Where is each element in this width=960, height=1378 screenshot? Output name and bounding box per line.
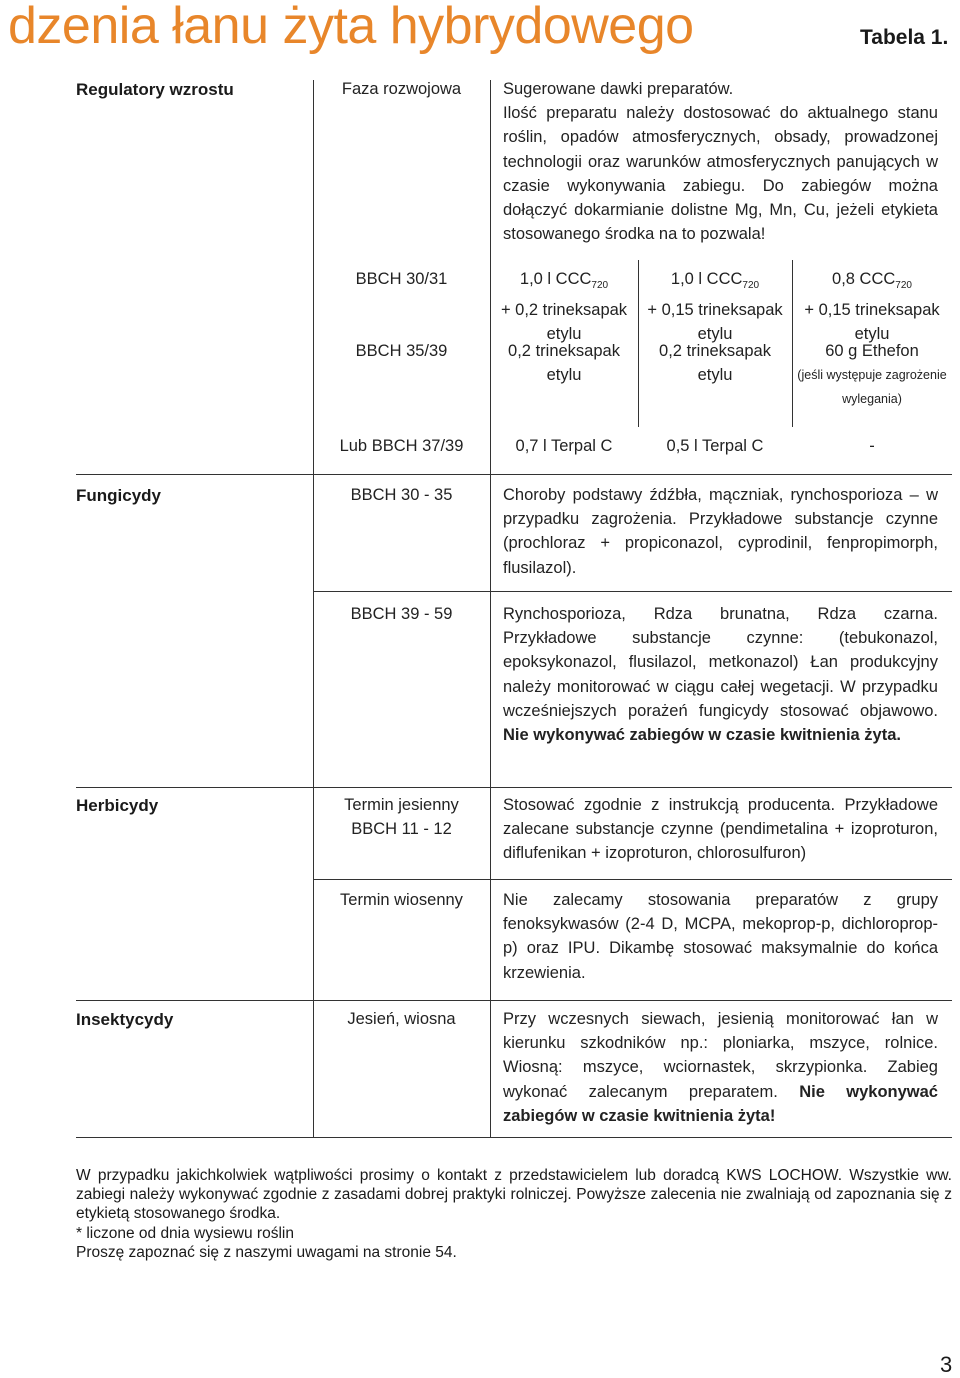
section-label-insektycydy: Insektycydy bbox=[76, 1010, 174, 1029]
phase-bbch-37-39: Lub BBCH 37/39 bbox=[339, 437, 464, 455]
desc-paragraph: Ilość preparatu należy dostosować do aktualnego stanu roślin, opadów atmosferycznych, obsady, prowadzonej technologii oraz warunków atmosferycznych panujących w czasie wykonywania zabiegu. Do zabiegów można dołączyć dokarmianie dolistne Mg, Mn, Cu, jeżeli etykieta stosowanego środka na to pozwala! bbox=[503, 104, 938, 244]
herbicydy-description-2: Nie zalecamy stosowania preparatów z grupy fenoksykwasów (2-4 D, MCPA, mekoprop-p, dichloroprop-p) oraz IPU. Dikambę stosować maksymalnie do końca krzewienia. bbox=[503, 891, 938, 982]
dose-cell: 60 g Ethefon (jeśli występuje zagrożenie wylegania) bbox=[797, 342, 947, 407]
dose-cell: 1,0 l $CCC_{720}$ + 0,15 trineksapak etylu bbox=[647, 270, 783, 344]
footer-footnote: * liczone od dnia wysiewu roślin bbox=[76, 1224, 294, 1242]
section-label-fungicydy: Fungicydy bbox=[76, 486, 162, 505]
warning-text: Nie wykonywać zabiegów w czasie kwitnienia żyta! bbox=[503, 1082, 938, 1125]
row-divider bbox=[76, 1137, 952, 1138]
herbicydy-description-1: Stosować zgodnie z instrukcją producenta. Przykładowe zalecane substancje czynne (pendimetalina + izoproturon, diflufenikan + izoproturon, chlorosulfuron) bbox=[503, 796, 938, 863]
phase-label: Termin wiosenny bbox=[340, 891, 463, 909]
regulatory-description bbox=[503, 77, 938, 246]
page-number: 3 bbox=[940, 1352, 953, 1377]
dose-cell: - bbox=[869, 437, 875, 455]
phase-bbch-30-31: BBCH 30/31 bbox=[355, 270, 448, 288]
row-divider bbox=[313, 879, 952, 880]
column-divider bbox=[490, 80, 491, 1138]
section-label-regulatory: Regulatory wzrostu bbox=[76, 80, 234, 99]
row-divider bbox=[76, 787, 952, 788]
dose-cell: 0,8 $CCC_{720}$ + 0,15 trineksapak etylu bbox=[804, 270, 940, 344]
dose-cell: 0,2 trineksapak etylu bbox=[508, 342, 620, 385]
dose-cell: 0,5 l Terpal C bbox=[666, 437, 764, 455]
warning-text: Nie wykonywać zabiegów w czasie kwitnienia żyta. bbox=[503, 726, 901, 745]
fungicydy-description-2: Rynchosporioza, Rdza brunatna, Rdza czarna. Przykładowe substancje czynne: (tebukonazol, epoksykonazol, flusilazol, metkonazol) Łan produkcyjny należy monitorować w ciągu całej wegetacji. W przypadku wcześniejszych porażeń fungicydy stosować objawowo. Nie wykonywać zabiegów w czasie kwitnienia żyta. bbox=[503, 605, 938, 745]
table-label: Tabela 1. bbox=[860, 26, 949, 49]
footer-reference: Proszę zapoznać się z naszymi uwagami na stronie 54. bbox=[76, 1243, 457, 1261]
section-label-herbicydy: Herbicydy bbox=[76, 796, 159, 815]
page-title: dzenia łanu żyta hybrydowego bbox=[8, 0, 694, 55]
footer-notes bbox=[76, 1166, 952, 1262]
row-divider bbox=[76, 474, 952, 475]
row-divider bbox=[313, 591, 952, 592]
phase-label: BBCH 39 - 59 bbox=[350, 605, 453, 623]
desc-line: Sugerowane dawki preparatów. bbox=[503, 80, 734, 98]
phase-label: Faza rozwojowa bbox=[341, 80, 462, 98]
row-divider bbox=[76, 1000, 952, 1001]
dose-cell: 1,0 l $CCC_{720}$ + 0,2 trineksapak etylu bbox=[500, 270, 628, 344]
insektycydy-description: Przy wczesnych siewach, jesienią monitorować łan w kierunku szkodników np.: ploniarka, mszyce, rolnice. Wiosną: mszyce, wciornastek, skrzypionka. Zabieg wykonać zalecanym preparatem. Nie wykonywać zabiegów w czasie kwitnienia żyta! bbox=[503, 1010, 938, 1125]
phase-label: BBCH 30 - 35 bbox=[350, 486, 453, 504]
dose-cell: 0,7 l Terpal C bbox=[515, 437, 613, 455]
phase-label: Jesień, wiosna bbox=[347, 1010, 456, 1028]
fungicydy-description-1: Choroby podstawy źdźbła, mączniak, rynchosporioza – w przypadku zagrożenia. Przykładowe substancje czynne (prochloraz + propiconazol, cyprodinil, fenpropimorph, flusilazol). bbox=[503, 486, 938, 577]
footer-paragraph: W przypadku jakichkolwiek wątpliwości prosimy o kontakt z przedstawicielem lub doradcą KWS LOCHOW. Wszystkie ww. zabiegi należy wykonywać zgodnie z zasadami dobrej praktyki rolniczej. Powyższe zalecenia nie zwalniają od zapoznania się z etykietą stosowanego środka. bbox=[76, 1167, 952, 1223]
dose-cell: 0,2 trineksapak etylu bbox=[659, 342, 771, 385]
phase-bbch-35-39: BBCH 35/39 bbox=[355, 342, 448, 360]
phase-label: Termin jesienny BBCH 11 - 12 bbox=[344, 796, 459, 839]
